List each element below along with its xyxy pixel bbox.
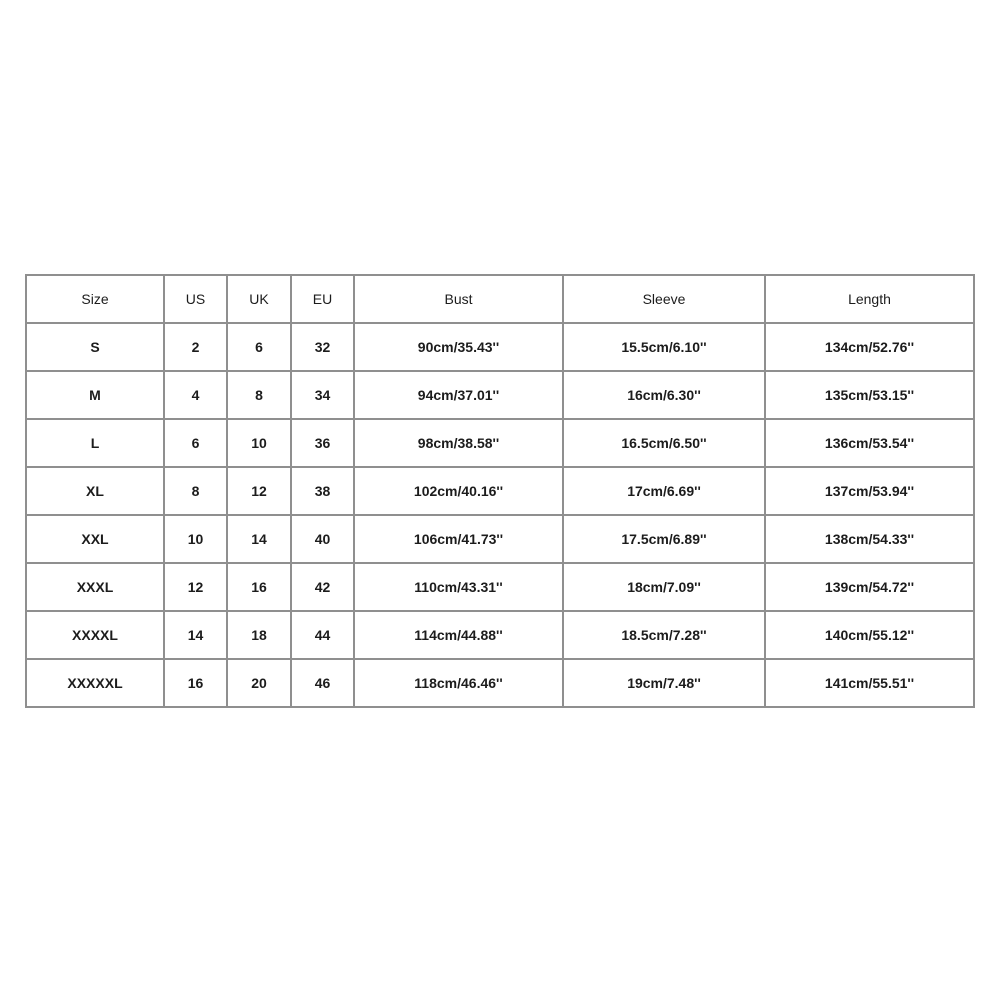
- cell-size: L: [27, 420, 165, 468]
- cell-us: 4: [165, 372, 228, 420]
- cell-length: 139cm/54.72'': [766, 564, 975, 612]
- column-header-length: Length: [766, 276, 975, 324]
- column-header-eu: EU: [292, 276, 355, 324]
- cell-us: 6: [165, 420, 228, 468]
- cell-eu: 42: [292, 564, 355, 612]
- cell-length: 137cm/53.94'': [766, 468, 975, 516]
- cell-eu: 36: [292, 420, 355, 468]
- cell-sleeve: 18.5cm/7.28'': [564, 612, 766, 660]
- cell-eu: 40: [292, 516, 355, 564]
- cell-length: 138cm/54.33'': [766, 516, 975, 564]
- table-row: [27, 612, 975, 660]
- cell-bust: 94cm/37.01'': [355, 372, 564, 420]
- cell-us: 2: [165, 324, 228, 372]
- column-header-bust: Bust: [355, 276, 564, 324]
- table-row: [27, 516, 975, 564]
- cell-bust: 90cm/35.43'': [355, 324, 564, 372]
- header-row: [27, 276, 975, 324]
- column-header-size: Size: [27, 276, 165, 324]
- cell-us: 14: [165, 612, 228, 660]
- cell-length: 136cm/53.54'': [766, 420, 975, 468]
- cell-size: XL: [27, 468, 165, 516]
- cell-uk: 16: [228, 564, 292, 612]
- cell-bust: 106cm/41.73'': [355, 516, 564, 564]
- cell-uk: 6: [228, 324, 292, 372]
- cell-sleeve: 16.5cm/6.50'': [564, 420, 766, 468]
- cell-sleeve: 15.5cm/6.10'': [564, 324, 766, 372]
- cell-sleeve: 18cm/7.09'': [564, 564, 766, 612]
- cell-sleeve: 16cm/6.30'': [564, 372, 766, 420]
- cell-length: 134cm/52.76'': [766, 324, 975, 372]
- cell-uk: 18: [228, 612, 292, 660]
- cell-eu: 38: [292, 468, 355, 516]
- cell-bust: 102cm/40.16'': [355, 468, 564, 516]
- cell-eu: 46: [292, 660, 355, 708]
- cell-size: XXXXL: [27, 612, 165, 660]
- cell-bust: 110cm/43.31'': [355, 564, 564, 612]
- table-row: [27, 564, 975, 612]
- table-row: [27, 420, 975, 468]
- table-row: [27, 660, 975, 708]
- table-row: [27, 324, 975, 372]
- cell-size: S: [27, 324, 165, 372]
- cell-sleeve: 17.5cm/6.89'': [564, 516, 766, 564]
- cell-uk: 14: [228, 516, 292, 564]
- cell-uk: 10: [228, 420, 292, 468]
- table-row: [27, 468, 975, 516]
- cell-size: XXXXXL: [27, 660, 165, 708]
- cell-eu: 34: [292, 372, 355, 420]
- cell-eu: 32: [292, 324, 355, 372]
- cell-uk: 12: [228, 468, 292, 516]
- cell-bust: 118cm/46.46'': [355, 660, 564, 708]
- cell-size: XXL: [27, 516, 165, 564]
- cell-bust: 98cm/38.58'': [355, 420, 564, 468]
- cell-sleeve: 17cm/6.69'': [564, 468, 766, 516]
- table-body: [27, 324, 975, 708]
- cell-bust: 114cm/44.88'': [355, 612, 564, 660]
- cell-sleeve: 19cm/7.48'': [564, 660, 766, 708]
- cell-uk: 8: [228, 372, 292, 420]
- cell-eu: 44: [292, 612, 355, 660]
- column-header-sleeve: Sleeve: [564, 276, 766, 324]
- size-chart-table: [25, 274, 975, 708]
- column-header-us: US: [165, 276, 228, 324]
- cell-us: 8: [165, 468, 228, 516]
- cell-us: 12: [165, 564, 228, 612]
- table-row: [27, 372, 975, 420]
- cell-length: 135cm/53.15'': [766, 372, 975, 420]
- cell-uk: 20: [228, 660, 292, 708]
- column-header-uk: UK: [228, 276, 292, 324]
- cell-length: 141cm/55.51'': [766, 660, 975, 708]
- cell-us: 16: [165, 660, 228, 708]
- cell-length: 140cm/55.12'': [766, 612, 975, 660]
- cell-us: 10: [165, 516, 228, 564]
- cell-size: M: [27, 372, 165, 420]
- cell-size: XXXL: [27, 564, 165, 612]
